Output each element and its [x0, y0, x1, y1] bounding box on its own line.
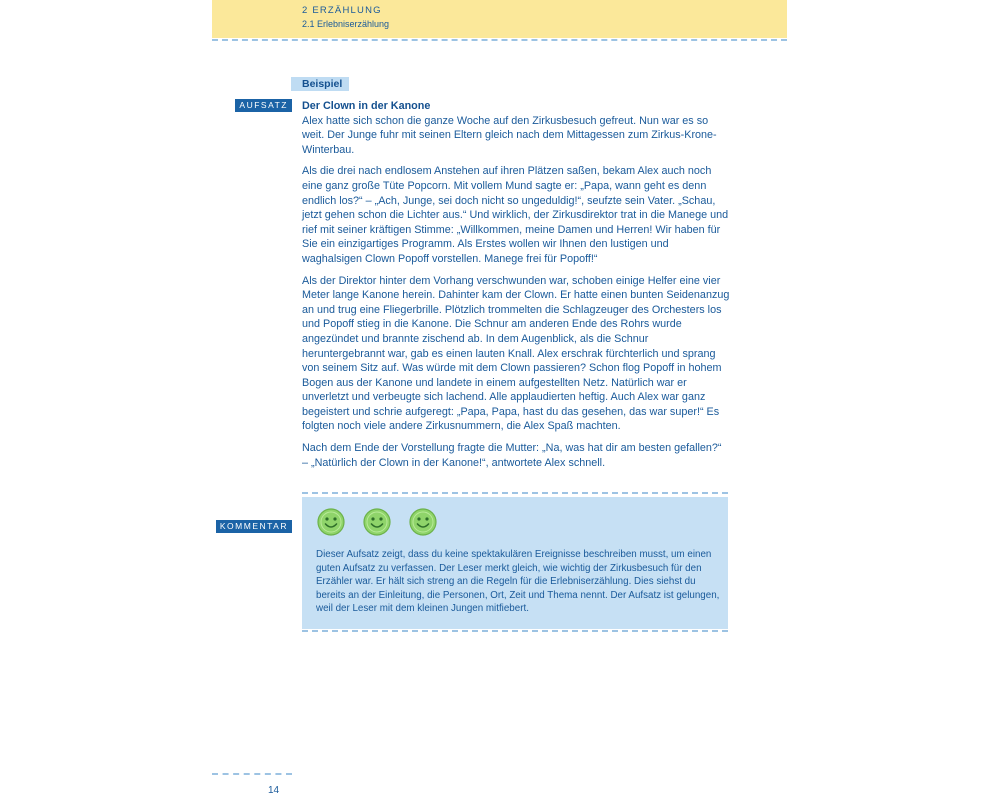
essay-paragraph: Als die drei nach endlosem Anstehen auf ihren Plätzen saßen, bekam Alex auch noch eine ganz große Tüte Popcorn. Mit vollem Mund sagte er: „Papa, wann geht es denn endlich los?“ – „Ach, Junge, sei doch nicht so ungeduldig!“, seufzte sein Vater. „Schau, jetzt gehen schon die Lichter aus.“ Und wirklich, der Zirkusdirektor trat in die Manege und rief mit seiner kräftigen Stimme: „Willkommen, meine Damen und Herren! Wir haben für Sie ein einzigartiges Programm. Als Erstes wollen wir Ihnen den lustigen und waghalsigen Clown Popoff vorstellen. Manege frei für Popoff!“ [302, 165, 729, 265]
smiley-icon [408, 507, 438, 537]
page-number: 14 [268, 785, 280, 796]
kommentar-tag: KOMMENTAR [216, 520, 292, 533]
chapter-header-band [212, 0, 787, 38]
essay [302, 99, 730, 477]
aufsatz-tag: AUFSATZ [235, 99, 292, 112]
comment-box [302, 497, 728, 629]
smiley-icon [316, 507, 346, 537]
essay-paragraph: Als der Direktor hinter dem Vorhang verschwunden war, schoben einige Helfer eine vier Meter lange Kanone herein. Dahinter kam der Clown. Er hatte einen bunten Seidenanzug an und trug eine Fliegerbrille. Plötzlich trommelten die Schlagzeuger des Orchesters los und Popoff stieg in die Kanone. Die Schnur am anderen Ende des Rohrs wurde angezündet und brannte zischend ab. In dem Augenblick, als die Schnur heruntergebrannt war, gab es einen lauten Knall. Alex erschrak fürchterlich und sprang von seinem Sitz auf. Was würde mit dem Clown passieren? Schon flog Popoff in hohem Bogen aus der Kanone und landete in einem aufgestellten Netz. Natürlich war er unverletzt und verbeugte sich lachend. Alle applaudierten heftig. Auch Alex war ganz begeistert und schrie aufgeregt: „Papa, Papa, hast du das gesehen, das war super!“ Es folgten noch viele andere Zirkusnummern, die Alex Spaß machten. [302, 274, 730, 433]
smiley-icon [362, 507, 392, 537]
footer-divider [212, 773, 292, 775]
chapter-title: 2 ERZÄHLUNG [302, 5, 382, 16]
comment-divider-bottom [302, 630, 728, 632]
essay-paragraph: Alex hatte sich schon die ganze Woche auf den Zirkusbesuch gefreut. Nun war es so weit. Der Junge fuhr mit seinen Eltern gleich nach dem Mittagessen zum Zirkus-Krone-Winterbau. [302, 114, 717, 156]
header-divider [212, 39, 787, 41]
essay-paragraph: Nach dem Ende der Vorstellung fragte die Mutter: „Na, was hat dir am besten gefallen?“ – „Natürlich der Clown in der Kanone!“, antwortete Alex schnell. [302, 442, 722, 469]
essay-title: Der Clown in der Kanone [302, 100, 431, 112]
comment-divider-top [302, 492, 728, 494]
section-title: 2.1 Erlebniserzählung [302, 19, 390, 29]
comment-text: Dieser Aufsatz zeigt, dass du keine spektakulären Ereignisse beschreiben musst, um einen guten Aufsatz zu verfassen. Der Leser merkt gleich, wie wichtig der Zirkusbesuch für den Erzähler war. Er hält sich streng an die Regeln für die Erlebniserzählung. Dies siehst du bereits an der Einleitung, die Personen, Ort, Zeit und Thema nennt. Der Aufsatz ist gelungen, weil der Leser mit dem kleinen Jungen mitfiebert. [316, 549, 720, 615]
example-label: Beispiel [291, 77, 349, 91]
